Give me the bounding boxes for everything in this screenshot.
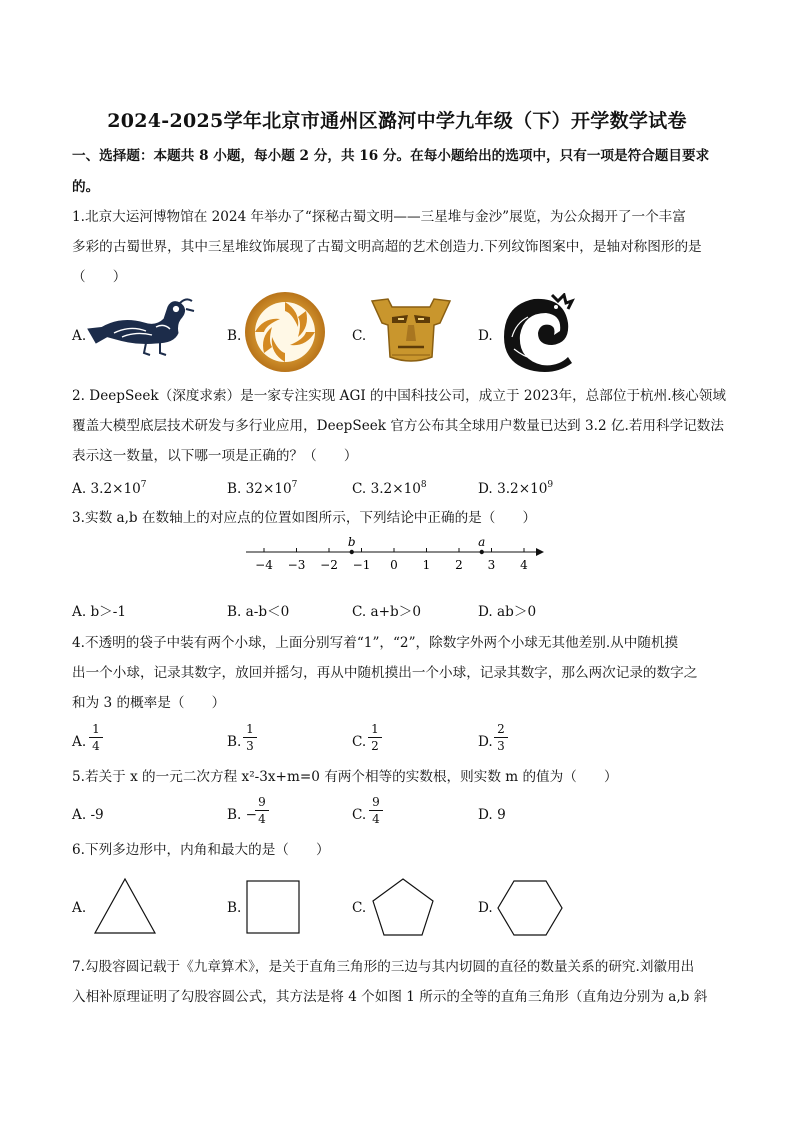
option-base: 3.2×10 <box>90 481 141 497</box>
point-label-a: a <box>478 535 486 549</box>
q1-option-b-label: B. <box>227 328 242 344</box>
number-line-figure <box>240 532 550 578</box>
section-heading: 一、选择题：本题共 8 小题，每小题 2 分，共 16 分。在每小题给出的选项中，只有一项是符合题目要求 <box>72 148 710 164</box>
q3-option-a: A. b＞-1 <box>72 604 126 620</box>
tick-label: −3 <box>287 558 306 572</box>
option-label: D. <box>478 807 493 823</box>
q7-text-line1: 7.勾股容圆记载于《九章算术》，是关于直角三角形的三边与其内切圆的直径的数量关系的研究.刘徽用出 <box>72 959 695 975</box>
option-base: 3.2×10 <box>370 481 421 497</box>
q5-option-c-fraction <box>369 795 383 826</box>
option-label: C. <box>352 481 367 497</box>
q4-option-d-label: D. <box>478 734 493 750</box>
q1-text-line1: 1.北京大运河博物馆在 2024 年举办了“探秘古蜀文明——三星堆与金沙”展览，为公众揭开了一个丰富 <box>72 209 686 225</box>
option-sign: − <box>245 807 258 823</box>
tick-label: 0 <box>390 558 398 572</box>
tick-label: 1 <box>422 558 431 572</box>
option-exponent: 7 <box>291 480 298 490</box>
option-value: -9 <box>90 807 104 823</box>
option-label: A. <box>72 807 87 823</box>
tick-label: 3 <box>487 558 496 572</box>
denominator: 3 <box>246 739 254 753</box>
q5-text-line1: 5.若关于 x 的一元二次方程 x²-3x+m=0 有两个相等的实数根，则实数 m 的值为（ ） <box>72 769 618 785</box>
q1-option-c-label: C. <box>352 328 367 344</box>
numerator: 9 <box>258 795 266 809</box>
q1-text-line3: （ ） <box>72 269 127 285</box>
option-exponent: 7 <box>140 480 147 490</box>
q4-text-line3: 和为 3 的概率是（ ） <box>72 695 226 711</box>
q4-text-line2: 出一个小球，记录其数字，放回并摇匀，再从中随机摸出一个小球，记录其数字，那么两次记录的数字之 <box>72 665 698 681</box>
gold-sun-disk-image <box>244 291 326 373</box>
numerator: 2 <box>497 722 505 736</box>
option-exponent: 8 <box>420 480 427 490</box>
q2-text: 2. DeepSeek（深度求索）是一家专注实现 AGI 的中国科技公司，成立于 2023年，总部位于杭州.核心领域 <box>72 388 726 404</box>
q4-option-a-label: A. <box>72 734 87 750</box>
pentagon-shape <box>370 876 436 938</box>
denominator: 4 <box>258 812 266 826</box>
point-b <box>350 550 354 554</box>
q6-option-d-label: D. <box>478 900 493 916</box>
tick-label: −1 <box>352 558 371 572</box>
numerator: 1 <box>246 722 254 736</box>
option-label: B. <box>227 807 242 823</box>
tick-label: −4 <box>255 558 273 572</box>
denominator: 3 <box>497 739 505 753</box>
triangle-shape <box>92 876 158 936</box>
option-label: A. <box>72 481 87 497</box>
q6-option-c-label: C. <box>352 900 367 916</box>
denominator: 2 <box>371 739 379 753</box>
option-label: D. <box>478 481 493 497</box>
tick-label: −2 <box>320 558 338 572</box>
q3-option-b: B. a-b＜0 <box>227 604 290 620</box>
page-title: 2024-2025学年北京市通州区潞河中学九年级（下）开学数学试卷 <box>107 110 687 132</box>
point-label-b: b <box>347 535 356 549</box>
section-heading-cont: 的。 <box>72 179 100 195</box>
q3-option-d: D. ab＞0 <box>478 604 537 620</box>
option-base: 32×10 <box>245 481 292 497</box>
q4-option-b-label: B. <box>227 734 242 750</box>
q2-option-d <box>478 479 553 499</box>
q4-option-b-fraction <box>243 722 257 753</box>
q4-option-c-fraction <box>368 722 382 753</box>
q5-option-c-label: C. <box>352 807 367 823</box>
q1-option-d-label: D. <box>478 328 493 344</box>
numerator: 9 <box>372 795 380 809</box>
option-exponent: 9 <box>547 480 554 490</box>
q4-text-line1: 4.不透明的袋子中装有两个小球，上面分别写着“1”，“2”，除数字外两个小球无其他差别.从中随机摸 <box>72 635 679 651</box>
option-label: B. <box>227 481 242 497</box>
q6-option-a-label: A. <box>72 900 87 916</box>
q6-option-b-label: B. <box>227 900 242 916</box>
q5-option-b <box>227 805 257 825</box>
q7-text-line2: 入相补原理证明了勾股容圆公式，其方法是将 4 个如图 1 所示的全等的直角三角形（直角边分别为 a,b 斜 <box>72 989 708 1005</box>
arrow-right-icon <box>536 548 544 556</box>
q2-text-line1 <box>72 386 732 406</box>
q6-text-line1: 6.下列多边形中，内角和最大的是（ ） <box>72 842 330 858</box>
q2-option-b <box>227 479 297 499</box>
q5-option-d <box>478 805 506 825</box>
dragon-ornament-image <box>494 293 576 375</box>
bronze-mask-image <box>368 295 454 367</box>
q4-option-c-label: C. <box>352 734 367 750</box>
option-base: 3.2×10 <box>497 481 548 497</box>
q2-option-a <box>72 479 147 499</box>
bird-ornament-image <box>86 293 196 357</box>
numerator: 1 <box>371 722 379 736</box>
q3-text-line1: 3.实数 a,b 在数轴上的对应点的位置如图所示，下列结论中正确的是（ ） <box>72 510 537 526</box>
hexagon-shape <box>496 878 564 938</box>
q2-option-c <box>352 479 427 499</box>
q1-text-line2: 多彩的古蜀世界，其中三星堆纹饰展现了古蜀文明高超的艺术创造力.下列纹饰图案中，是轴对称图形的是 <box>72 239 702 255</box>
denominator: 4 <box>372 812 380 826</box>
q2-text-line2: 覆盖大模型底层技术研发与多行业应用，DeepSeek 官方公布其全球用户数量已达到 3.2 亿.若用科学记数法 <box>72 418 724 434</box>
option-value: 9 <box>497 807 506 823</box>
q1-option-a-label: A. <box>72 328 87 344</box>
denominator: 4 <box>92 739 100 753</box>
point-a <box>480 550 484 554</box>
numerator: 1 <box>92 722 100 736</box>
square-shape <box>245 879 301 935</box>
q3-option-c: C. a+b＞0 <box>352 604 421 620</box>
q4-option-a-fraction <box>89 722 103 753</box>
q5-option-a <box>72 805 104 825</box>
q5-option-b-fraction <box>255 795 269 826</box>
tick-label: 2 <box>455 558 463 572</box>
q4-option-d-fraction <box>494 722 508 753</box>
q2-text-line3: 表示这一数量，以下哪一项是正确的？（ ） <box>72 448 358 464</box>
tick-label: 4 <box>520 558 528 572</box>
